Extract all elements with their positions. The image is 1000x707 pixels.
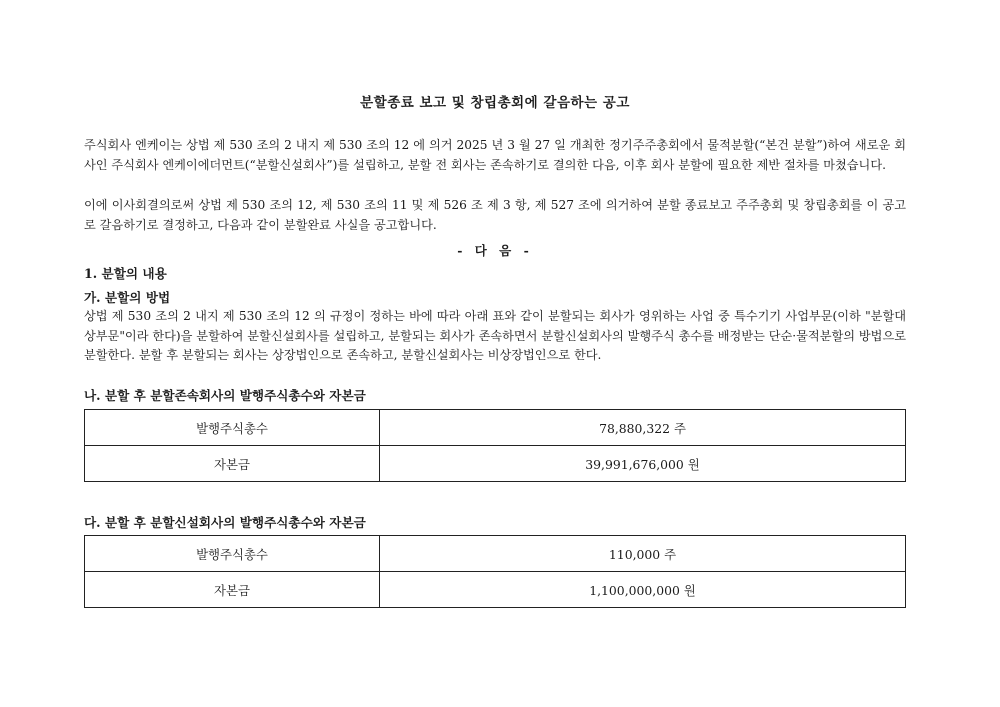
new-company-table <box>84 535 906 608</box>
table-cell-value: 39,991,676,000 원 <box>380 446 906 482</box>
table-cell-value: 78,880,322 주 <box>380 410 906 446</box>
table-cell-value: 110,000 주 <box>380 536 906 572</box>
table-row <box>85 446 906 482</box>
table-cell-label: 자본금 <box>85 446 380 482</box>
table-cell-value: 1,100,000,000 원 <box>380 572 906 608</box>
surviving-company-table <box>84 409 906 482</box>
table-cell-label: 발행주식총수 <box>85 536 380 572</box>
table-row <box>85 410 906 446</box>
intro-paragraph-1: 주식회사 엔케이는 상법 제 530 조의 2 내지 제 530 조의 12 에 의거 2025 년 3 월 27 일 개최한 정기주주총회에서 물적분할(“본건 분할”)하여 새로운 회사인 주식회사 엔케이에더먼트(“분할신설회사”)를 설립하고, 분할 전 회사는 존속하기로 결의한 다음, 이후 회사 분할에 필요한 제반 절차를 마쳤습니다. <box>84 138 906 172</box>
section-1b-heading: 나. 분할 후 분할존속회사의 발행주식총수와 자본금 <box>84 388 366 403</box>
table-cell-label: 자본금 <box>85 572 380 608</box>
section-1-heading: 1. 분할의 내용 <box>84 266 167 281</box>
document-title: 분할종료 보고 및 창립총회에 갈음하는 공고 <box>360 95 630 111</box>
following-mark: - 다 음 - <box>457 243 533 258</box>
split-method-paragraph: 상법 제 530 조의 2 내지 제 530 조의 12 의 규정이 정하는 바에 따라 아래 표와 같이 분할되는 회사가 영위하는 사업 중 특수기기 사업부문(이하 "분할대상부문"이라 한다)을 분할하여 분할신설회사를 설립하고, 분할되는 회사가 존속하면서 분할신설회사의 발행주식 총수를 배정받는 단순·물적분할의 방법으로 분할한다. 분할 후 분할되는 회사는 상장법인으로 존속하고, 분할신설회사는 비상장법인으로 한다. <box>84 309 906 362</box>
section-1c-heading: 다. 분할 후 분할신설회사의 발행주식총수와 자본금 <box>84 515 366 530</box>
table-row <box>85 536 906 572</box>
table-row <box>85 572 906 608</box>
table-cell-label: 발행주식총수 <box>85 410 380 446</box>
section-1a-heading: 가. 분할의 방법 <box>84 290 171 305</box>
intro-paragraph-2: 이에 이사회결의로써 상법 제 530 조의 12, 제 530 조의 11 및 제 526 조 제 3 항, 제 527 조에 의거하여 분할 종료보고 주주총회 및 창립총회를 이 공고로 갈음하기로 결정하고, 다음과 같이 분할완료 사실을 공고합니다. <box>84 198 906 232</box>
